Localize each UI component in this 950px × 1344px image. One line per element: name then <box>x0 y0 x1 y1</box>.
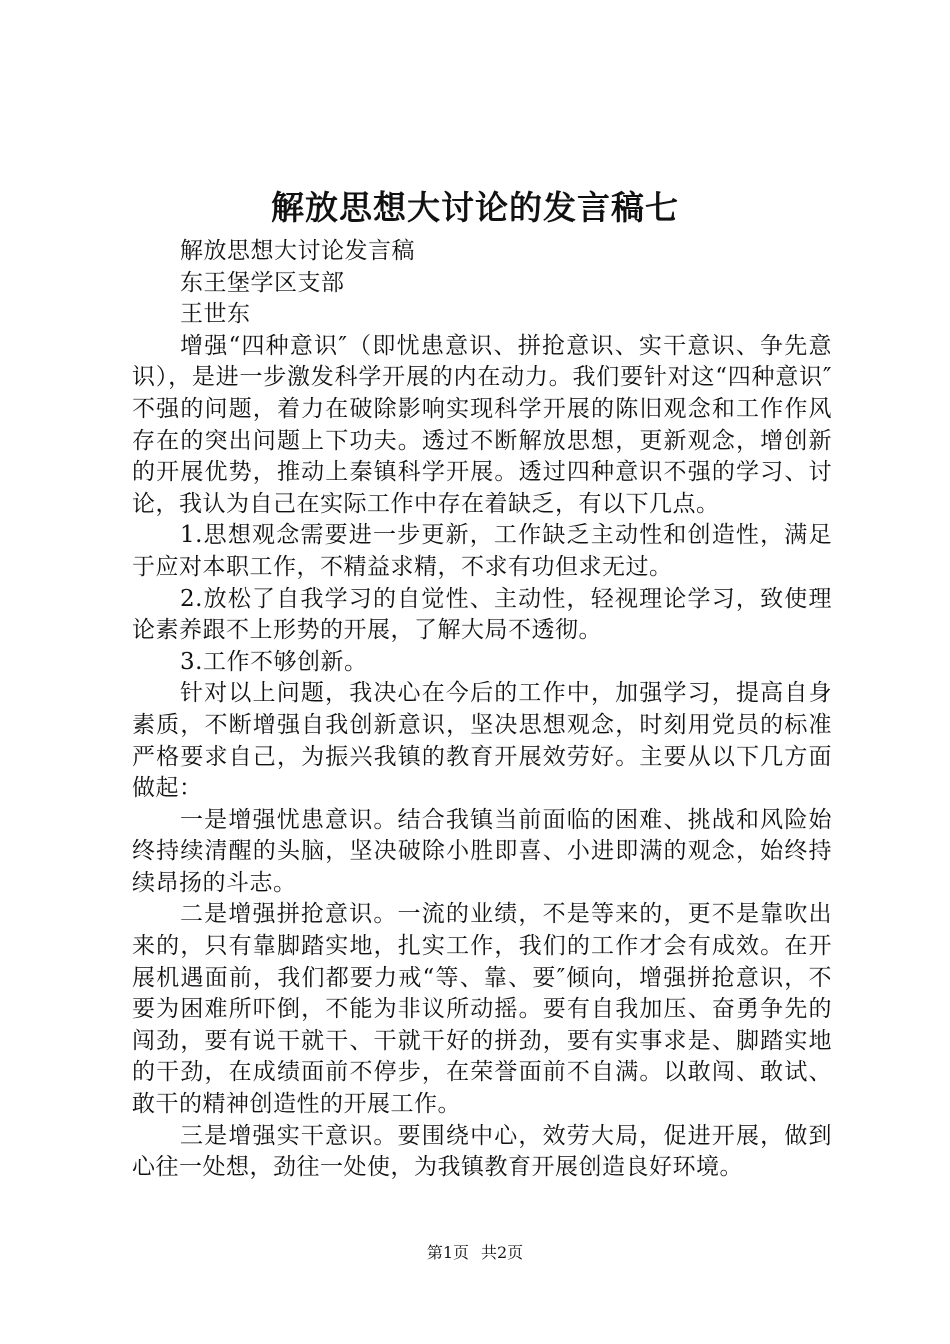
paragraph-measure-3: 三是增强实干意识。要围绕中心，效劳大局，促进开展，做到心往一处想，劲往一处使，为我镇教育开展创造良好环境。 <box>132 1122 832 1181</box>
paragraph-point-1: 1.思想观念需要进一步更新，工作缺乏主动性和创造性，满足于应对本职工作，不精益求精，不求有功但求无过。 <box>132 522 832 580</box>
paragraph-intro: 增强“四种意识″（即忧患意识、拼抢意识、实干意识、争先意识），是进一步激发科学开展的内在动力。我们要针对这“四种意识″不强的问题，着力在破除影响实现科学开展的陈旧观念和工作作风存在的突出问题上下功夫。透过不断解放思想，更新观念，增创新的开展优势，推动上秦镇科学开展。透过四种意识不强的学习、讨论，我认为自己在实际工作中存在着缺乏，有以下几点。 <box>132 332 832 517</box>
paragraph-subtitle: 解放思想大讨论发言稿 <box>180 238 415 264</box>
page-total: 共2页 <box>481 1243 524 1262</box>
document-title: 解放思想大讨论的发言稿七 <box>271 188 679 227</box>
paragraph-point-2: 2.放松了自我学习的自觉性、主动性，轻视理论学习，致使理论素养跟不上形势的开展，了解大局不透彻。 <box>132 585 832 644</box>
page-number: 第1页 <box>426 1243 469 1262</box>
paragraph-point-3: 3.工作不够创新。 <box>180 648 368 675</box>
paragraph-resolution: 针对以上问题，我决心在今后的工作中，加强学习，提高自身素质，不断增强自我创新意识，坚决思想观念，时刻用党员的标准严格要求自己，为振兴我镇的教育开展效劳好。主要从以下几方面做起： <box>132 680 832 802</box>
paragraph-measure-1: 一是增强忧患意识。结合我镇当前面临的困难、挑战和风险始终持续清醒的头脑，坚决破除小胜即喜、小进即满的观念，始终持续昂扬的斗志。 <box>132 806 832 896</box>
document-body <box>132 236 832 1184</box>
page-footer <box>0 1241 950 1265</box>
paragraph-author: 王世东 <box>180 301 251 328</box>
paragraph-measure-2: 二是增强拼抢意识。一流的业绩，不是等来的，更不是靠吹出来的，只有靠脚踏实地，扎实工作，我们的工作才会有成效。在开展机遇面前，我们都要力戒“等、靠、要″倾向，增强拼抢意识，不要为困难所吓倒，不能为非议所动摇。要有自我加压、奋勇争先的闯劲，要有说干就干、干就干好的拼劲，要有实事求是、脚踏实地的干劲，在成绩面前不停步，在荣誉面前不自满。以敢闯、敢试、敢干的精神创造性的开展工作。 <box>132 901 832 1118</box>
paragraph-organization: 东王堡学区支部 <box>180 269 345 296</box>
